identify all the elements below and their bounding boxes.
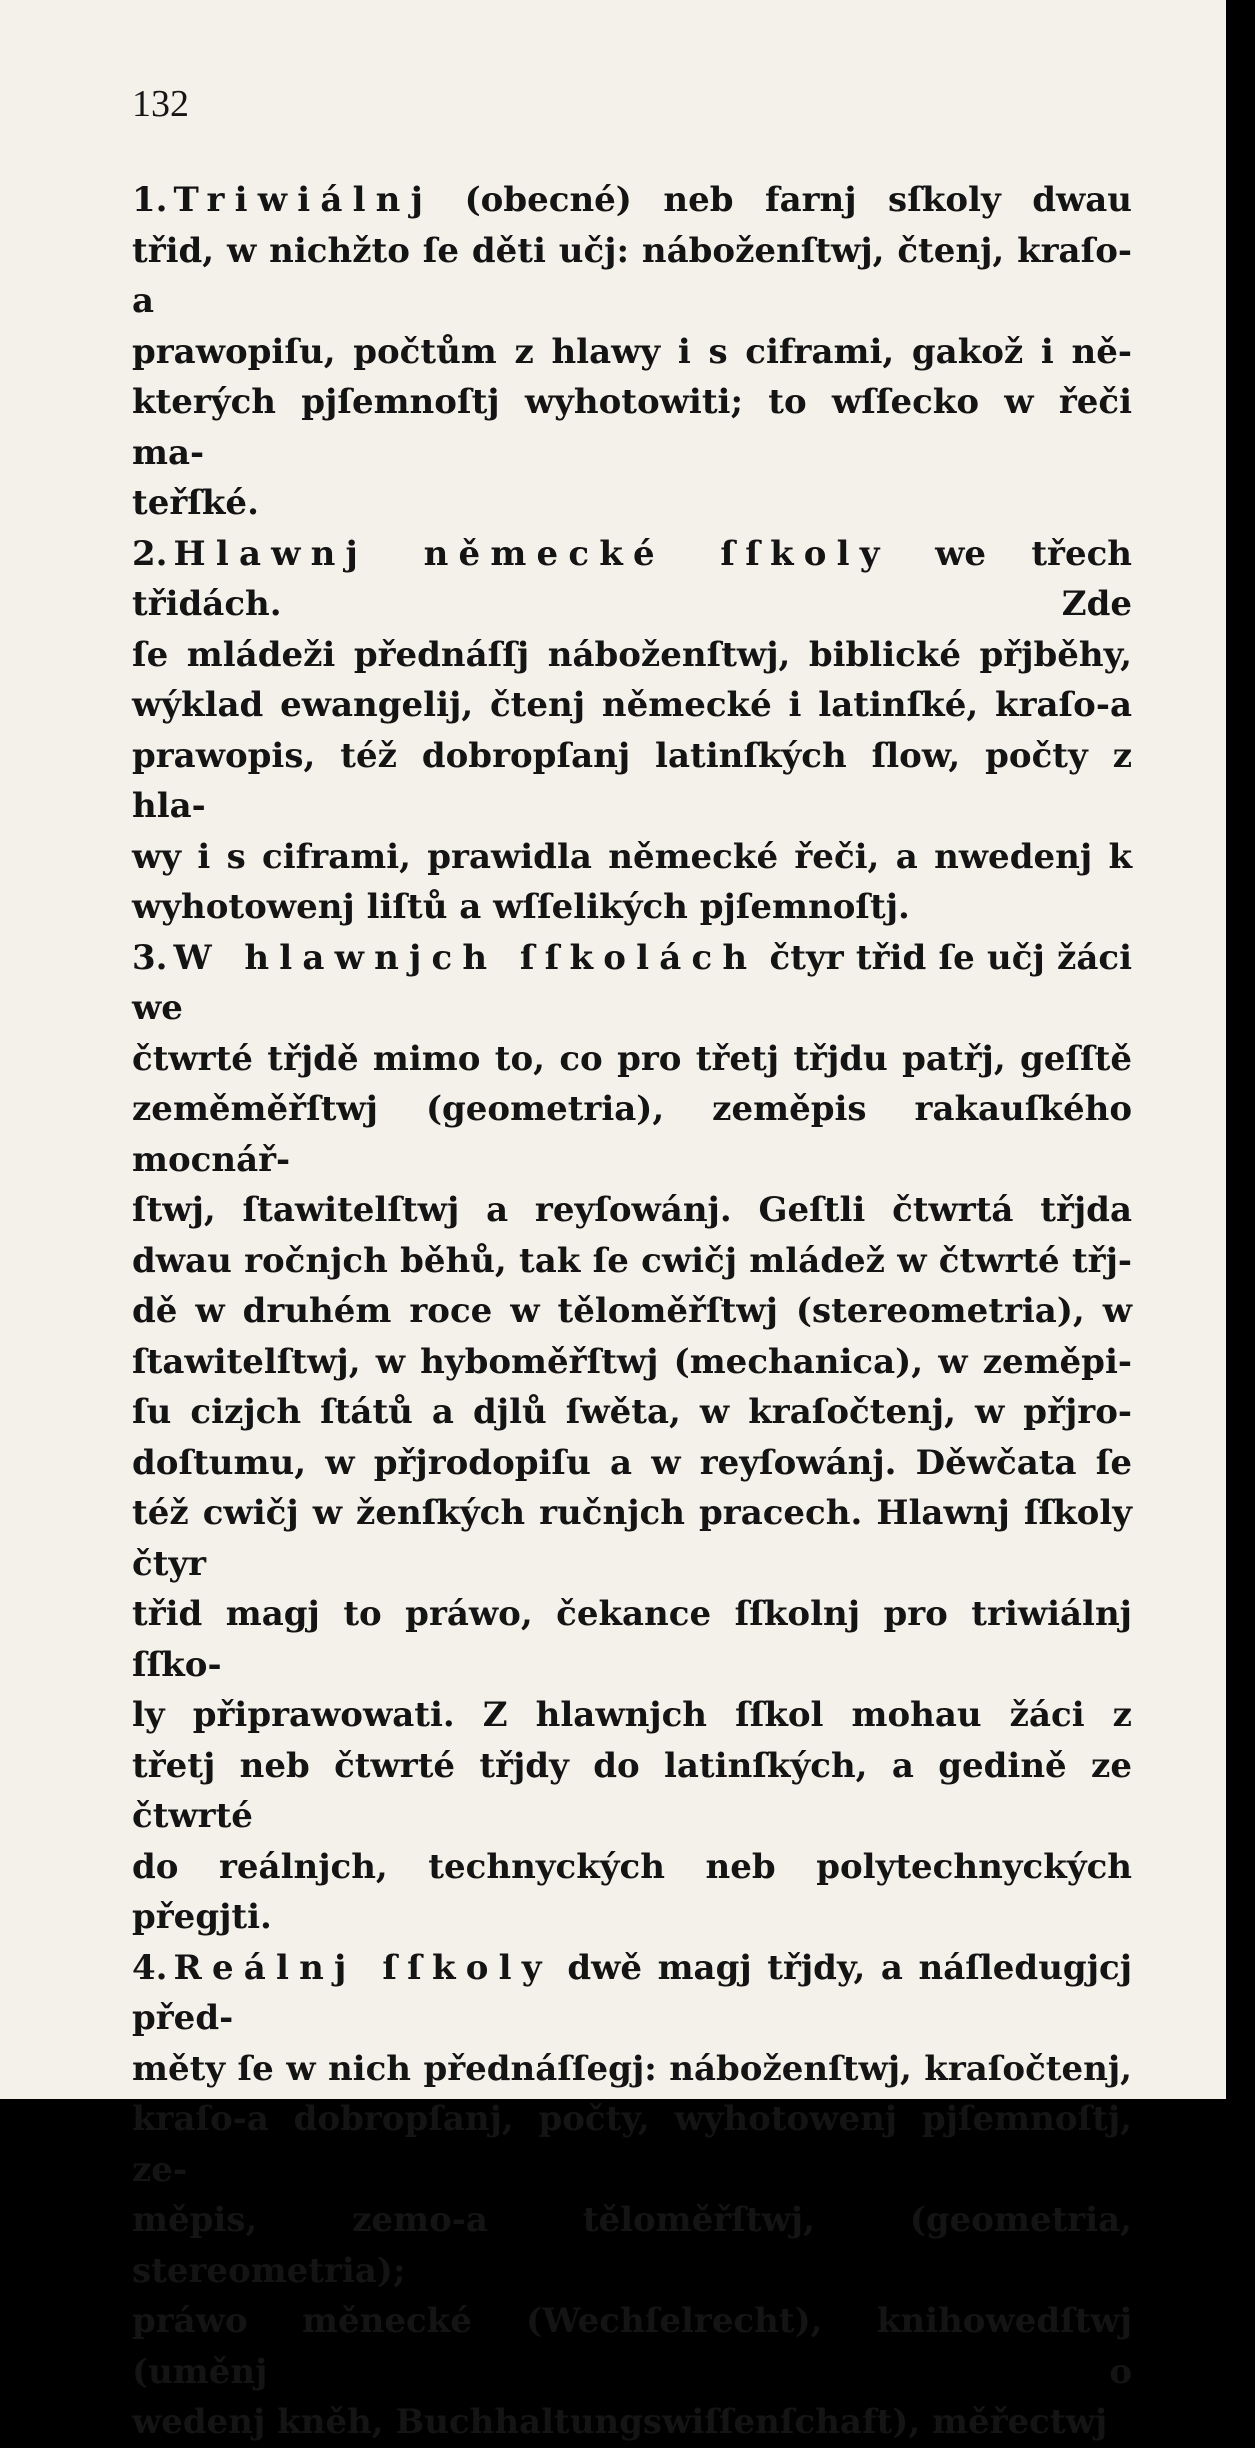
- item-number: 2.: [132, 533, 168, 574]
- text-line: [132, 1943, 1132, 2044]
- text-line: [132, 226, 1132, 327]
- text-line: [132, 1387, 1132, 1438]
- text-line: [132, 630, 1132, 681]
- page-number: 132: [132, 83, 189, 125]
- line-text: ſe mládeži přednáſſj náboženſtwj, biblické přjběhy,: [132, 634, 1132, 675]
- text-line: [132, 1286, 1132, 1337]
- text-line: [132, 1337, 1132, 1388]
- text-line: [132, 377, 1132, 478]
- text-line: [132, 175, 1132, 226]
- line-text: wyhotowenj liſtů a wſſelikých pjſemnoſtj.: [132, 887, 910, 927]
- line-text: měpis, zemo-a tělоměřſtwj, (geometria, stereometria);: [132, 2200, 1132, 2291]
- text-line: [132, 1438, 1132, 1489]
- item-number: 3.: [132, 937, 168, 978]
- line-text: wedenj kněh, Buchhaltungswiſſenſchaft), měřectwj: [132, 2402, 1108, 2442]
- text-line: [132, 2296, 1132, 2397]
- text-line: [132, 1236, 1132, 1287]
- spaced-heading: Reálnj ſſkoly: [173, 1947, 552, 1988]
- text-line: [132, 2397, 1132, 2448]
- line-text: ſu cizjch ſtátů a djlů ſwěta, w kraſočtenj, w přjro-: [132, 1392, 1132, 1432]
- item-number: 4.: [132, 1947, 168, 1988]
- line-text: čtwrté třjdě mimo to, co pro třetj třjdu patřj, geſſtě: [132, 1038, 1132, 1079]
- line-text: též cwičj w ženſkých ručnjch pracech. Hlawnj ſſkoly čtyr: [132, 1493, 1132, 1584]
- line-text: (obecné) neb farnj sſkoly dwau: [433, 180, 1132, 220]
- line-text: dě w druhém roce w tělоměřſtwj (stereometria), w: [132, 1291, 1132, 1331]
- line-text: čtyr třid ſe učj žáci we: [132, 937, 1132, 1028]
- text-line: [132, 882, 1132, 933]
- text-line: [132, 1084, 1132, 1185]
- text-line: [132, 1185, 1132, 1236]
- text-line: [132, 478, 1132, 529]
- text-line: [132, 1741, 1132, 1842]
- text-line: [132, 1034, 1132, 1085]
- text-line: [132, 1842, 1132, 1943]
- body-text: [132, 175, 1132, 2448]
- text-line: [132, 933, 1132, 1034]
- line-text: dwě magj třjdy, a náſledugjcj před-: [132, 1947, 1133, 2038]
- text-line: [132, 1589, 1132, 1690]
- line-text: ſtawitelſtwj, w hybоměřſtwj (mechanica), w zeměpi-: [132, 1341, 1132, 1382]
- line-text: ſtwj, ſtawitelſtwj a reyſowánj. Geſtli čtwrtá třjda: [132, 1190, 1132, 1230]
- line-text: dwau ročnjch běhů, tak ſe cwičj mládež w čtwrté třj-: [132, 1240, 1132, 1281]
- text-line: [132, 1690, 1132, 1741]
- spaced-heading: Triwiálnj: [173, 180, 434, 220]
- line-text: práwo měnecké (Wechſelrecht), knihowedſtwj (uměnj o: [132, 2301, 1132, 2392]
- line-text: wy i s ciframi, prawidla německé řeči, a nwedenj k: [132, 836, 1132, 877]
- text-line: [132, 327, 1132, 378]
- text-line: [132, 680, 1132, 731]
- text-line: [132, 2094, 1132, 2195]
- line-text: prawopiſu, počtům z hlawy i s ciframi, gakož i ně-: [132, 331, 1132, 372]
- line-text: měty ſe w nich přednáſſegj: náboženſtwj, kraſočtenj,: [132, 2048, 1132, 2089]
- line-text: prawopis, též dobropſanj latinſkých ſlow, počty z hla-: [132, 735, 1132, 826]
- spaced-heading: W hlawnjch ſſkolách: [173, 937, 758, 978]
- line-text: kraſo-a dobropſanj, počty, wyhotowenj pjſemnoſtj, ze-: [132, 2099, 1132, 2190]
- line-text: třid magj to práwo, čekance ſſkolnj pro triwiálnj ſſko-: [132, 1594, 1132, 1685]
- line-text: kterých pjſemnoſtj wyhotowiti; to wſſecko w řeči ma-: [132, 382, 1132, 473]
- text-line: [132, 1488, 1132, 1589]
- text-line: [132, 731, 1132, 832]
- line-text: ly připrawowati. Z hlawnjch ſſkol mohau žáci z: [132, 1695, 1132, 1735]
- text-line: [132, 2044, 1132, 2095]
- line-text: třid, w nichžto ſe děti učj: náboženſtwj, čtenj, kraſo-a: [132, 230, 1132, 321]
- line-text: we třech třidách. Zde: [132, 533, 1132, 624]
- line-text: zeměměřſtwj (geometria), zeměpis rakauſkého mocnář-: [132, 1089, 1132, 1180]
- line-text: do reálnjch, technyckých neb polytechnyckých přegjti.: [132, 1846, 1132, 1937]
- line-text: třetj neb čtwrté třjdy do latinſkých, a gedině ze čtwrté: [132, 1745, 1132, 1836]
- text-line: [132, 529, 1132, 630]
- text-line: [132, 2195, 1132, 2296]
- line-text: doſtumu, w přjrodopiſu a w reyſowánj. Děwčata ſe: [132, 1442, 1132, 1483]
- text-line: [132, 832, 1132, 883]
- item-number: 1.: [132, 180, 168, 220]
- spaced-heading: Hlawnj německé ſſkoly: [173, 533, 890, 574]
- line-text: wýklad ewangelij, čtenj německé i latinſké, kraſo-a: [132, 685, 1132, 725]
- line-text: teřſké.: [132, 483, 259, 523]
